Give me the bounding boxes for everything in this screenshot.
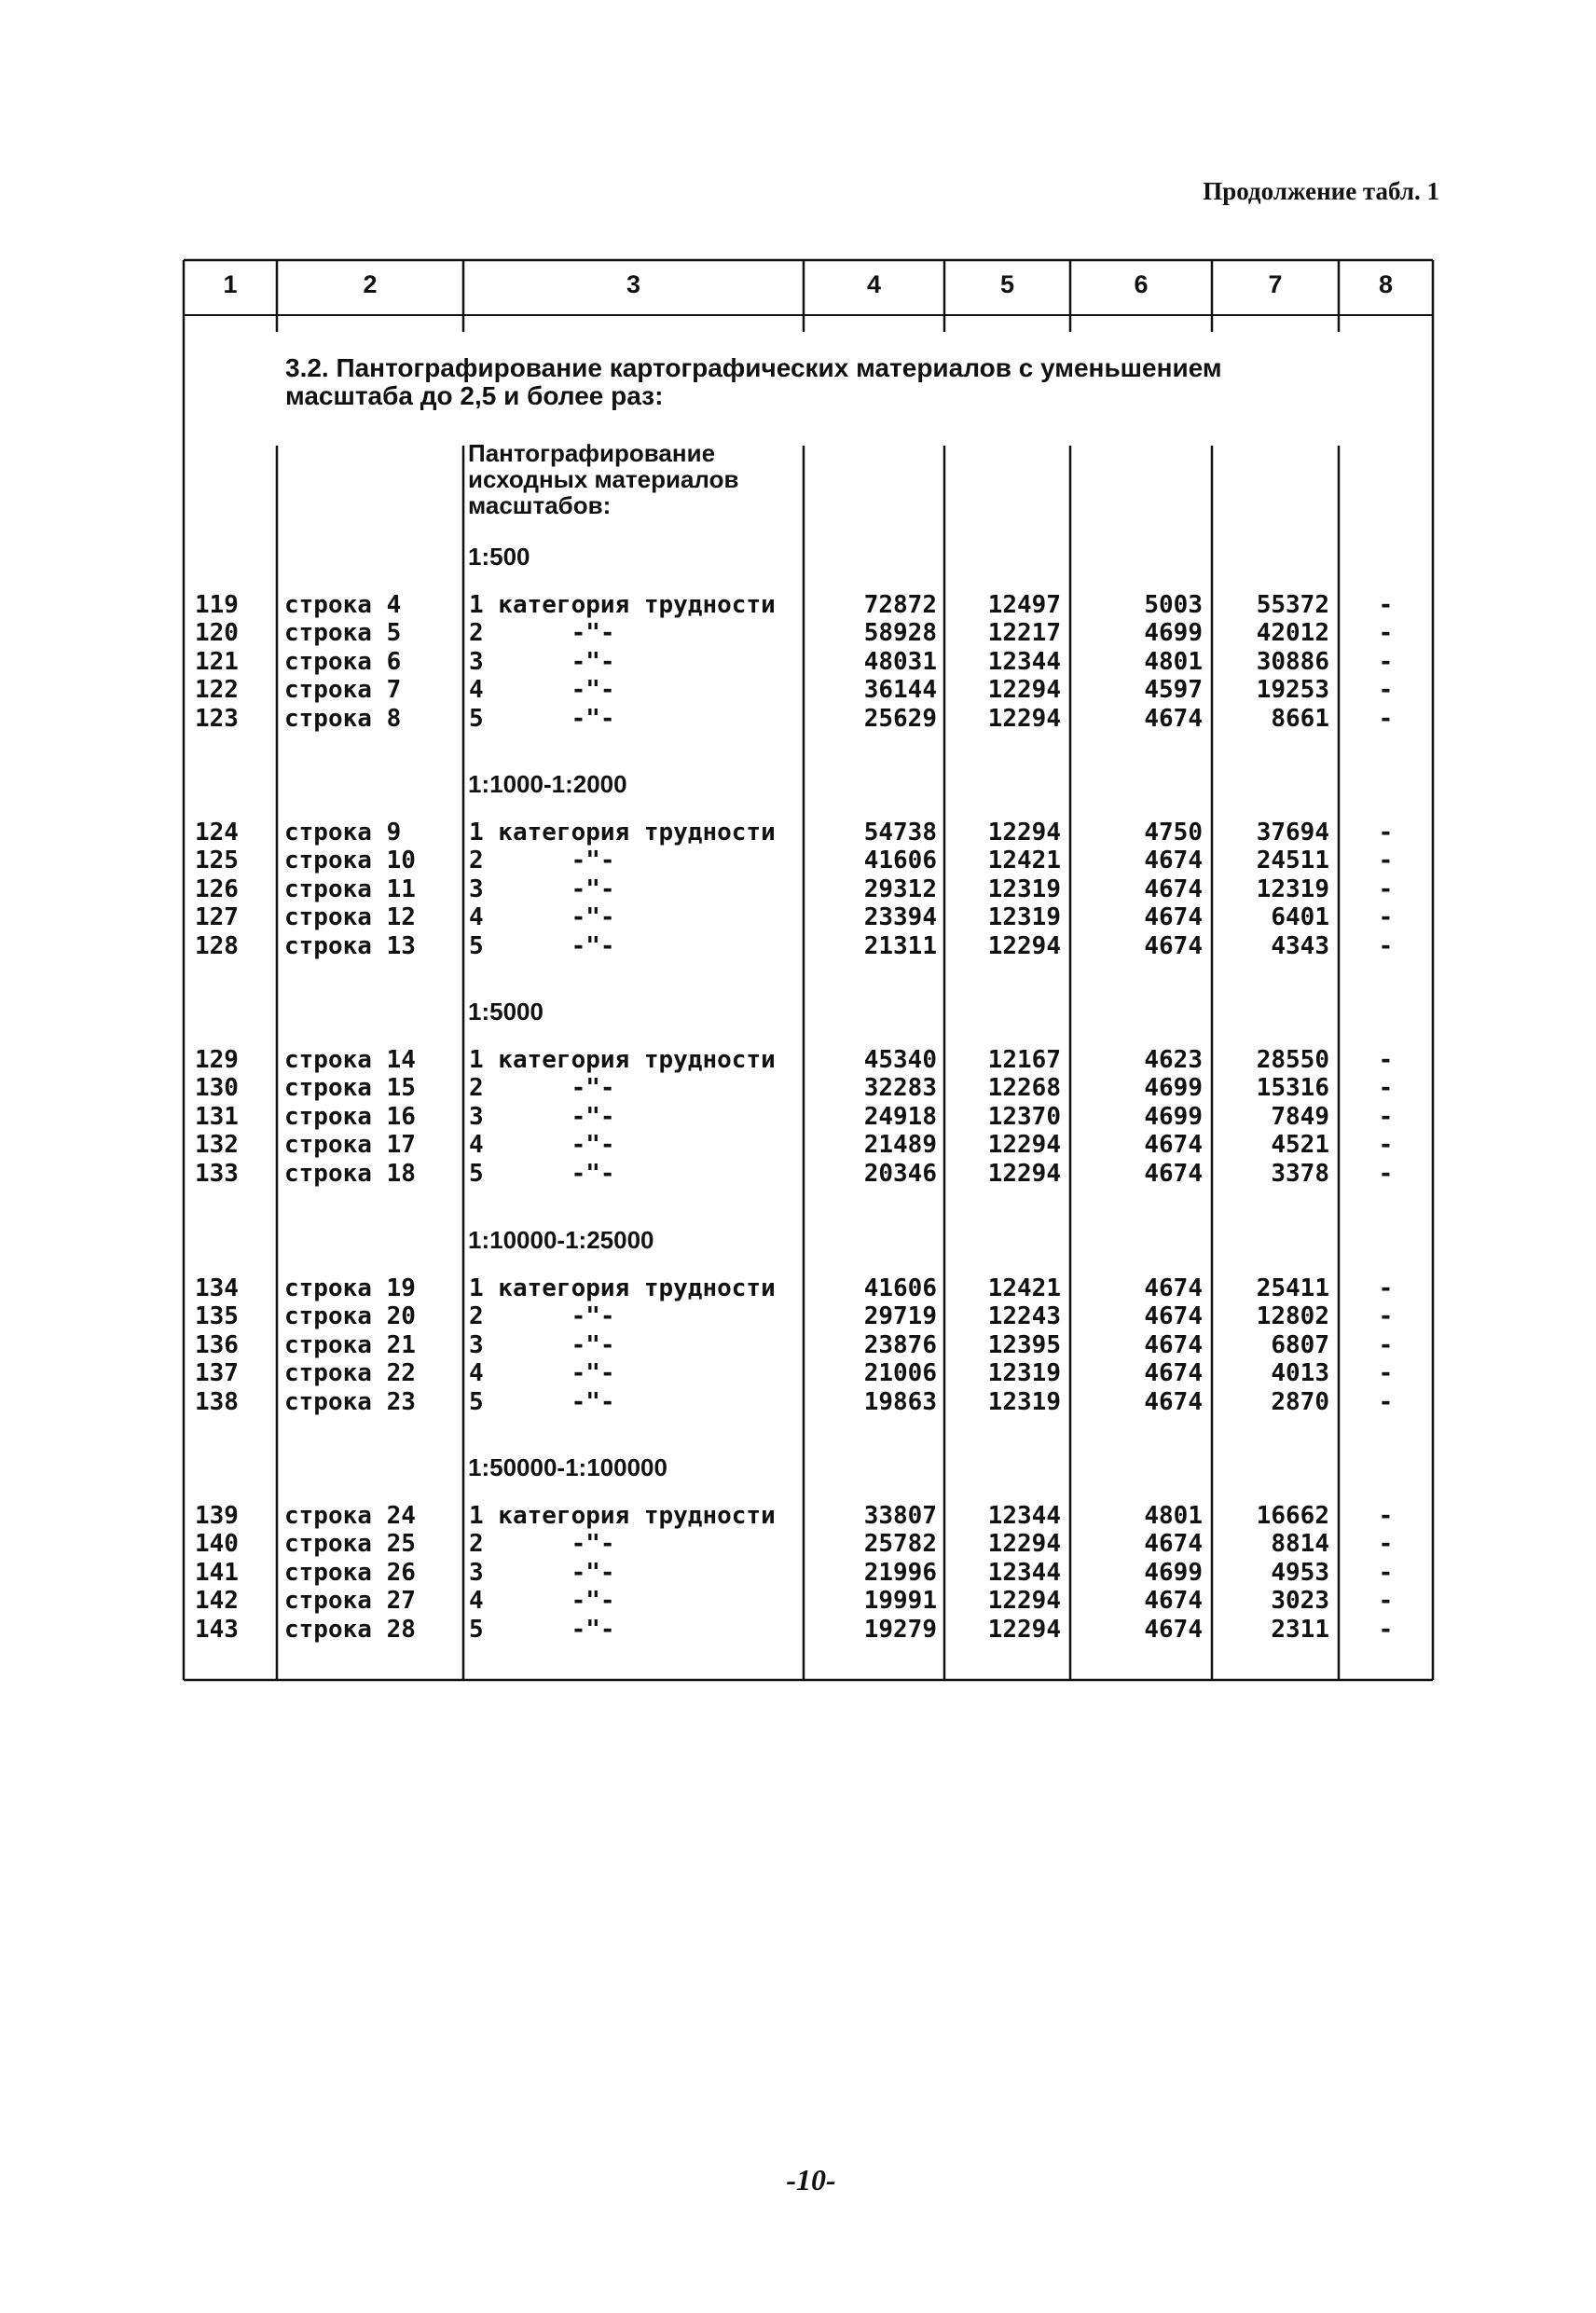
table-cell-cat: 5 -"- bbox=[469, 1387, 615, 1416]
table-cell-c4: 54738 bbox=[863, 819, 937, 847]
table-cell-n: 128 bbox=[195, 931, 239, 960]
table-cell-c5: 12243 bbox=[987, 1302, 1061, 1331]
table-cell-cat: 2 -"- bbox=[469, 619, 615, 648]
table-cell-c4: 58928 bbox=[863, 619, 937, 648]
table-cell-c6: 4699 bbox=[1144, 619, 1203, 648]
continuation-text: Продолжение табл. bbox=[1203, 177, 1421, 205]
table-cell-c4: 21489 bbox=[863, 1131, 937, 1160]
table-cell-c4: 25629 bbox=[863, 704, 937, 733]
table-cell-c4: 41606 bbox=[863, 1274, 937, 1302]
table-cell-c8: - bbox=[1378, 1102, 1394, 1131]
table-cell-c6: 4674 bbox=[1144, 1615, 1203, 1644]
section-intro: Пантографирование исходных материалов масштабов: bbox=[468, 439, 739, 519]
table-cell-c5: 12319 bbox=[987, 903, 1061, 932]
table-cell-ref: строка 6 bbox=[284, 647, 402, 676]
table-cell-c4: 23876 bbox=[863, 1330, 937, 1359]
table-cell-c7: 12319 bbox=[1256, 874, 1329, 903]
table-cell-c5: 12294 bbox=[987, 1615, 1061, 1644]
table-cell-c5: 12294 bbox=[987, 1159, 1061, 1188]
table-cell-c6: 4674 bbox=[1144, 1274, 1203, 1302]
scale-group-label: 1:50000-1:100000 bbox=[468, 1453, 667, 1481]
table-cell-c6: 4699 bbox=[1144, 1102, 1203, 1131]
table-cell-c7: 55372 bbox=[1256, 591, 1329, 619]
table-cell-ref: строка 19 bbox=[284, 1274, 416, 1302]
table-cell-c5: 12344 bbox=[987, 647, 1061, 676]
table-cell-cat: 1 категория трудности bbox=[469, 819, 776, 847]
table-cell-c5: 12395 bbox=[987, 1330, 1061, 1359]
table-cell-c8: - bbox=[1378, 1131, 1394, 1160]
table-cell-cat: 1 категория трудности bbox=[469, 1046, 776, 1074]
page-number: -10- bbox=[786, 2163, 836, 2196]
table-cell-c8: - bbox=[1378, 931, 1394, 960]
table-cell-n: 119 bbox=[195, 591, 239, 619]
table-cell-c5: 12370 bbox=[987, 1102, 1061, 1131]
table-cell-c5: 12421 bbox=[987, 1274, 1061, 1302]
table-cell-c8: - bbox=[1378, 1274, 1394, 1302]
table-number: 1 bbox=[1426, 177, 1439, 205]
table-cell-c8: - bbox=[1378, 647, 1394, 676]
table-cell-n: 121 bbox=[195, 647, 239, 676]
table-cell-c7: 4013 bbox=[1271, 1359, 1329, 1388]
table-cell-ref: строка 27 bbox=[284, 1587, 416, 1616]
table-cell-c5: 12268 bbox=[987, 1074, 1061, 1103]
table-cell-c5: 12294 bbox=[987, 1530, 1061, 1559]
table-cell-n: 124 bbox=[195, 819, 239, 847]
table-cell-c5: 12167 bbox=[987, 1046, 1061, 1074]
column-header-7: 7 bbox=[1268, 270, 1283, 298]
table-cell-c8: - bbox=[1378, 1558, 1394, 1587]
table-cell-cat: 5 -"- bbox=[469, 1615, 615, 1644]
column-header-5: 5 bbox=[999, 270, 1015, 298]
table-cell-c4: 21311 bbox=[863, 931, 937, 960]
table-cell-cat: 1 категория трудности bbox=[469, 1502, 776, 1530]
table-cell-c4: 20346 bbox=[863, 1159, 937, 1188]
table-cell-n: 125 bbox=[195, 847, 239, 875]
table-cell-c4: 72872 bbox=[863, 591, 937, 619]
table-cell-c6: 4674 bbox=[1144, 704, 1203, 733]
column-header-8: 8 bbox=[1378, 270, 1394, 298]
table-cell-n: 143 bbox=[195, 1615, 239, 1644]
table-cell-c4: 19863 bbox=[863, 1387, 937, 1416]
table-cell-c7: 25411 bbox=[1256, 1274, 1329, 1302]
table-cell-n: 127 bbox=[195, 903, 239, 932]
table-cell-cat: 2 -"- bbox=[469, 1530, 615, 1559]
scale-group-label: 1:10000-1:25000 bbox=[468, 1226, 654, 1254]
table-cell-c5: 12497 bbox=[987, 591, 1061, 619]
table-cell-cat: 2 -"- bbox=[469, 847, 615, 875]
table-cell-c5: 12217 bbox=[987, 619, 1061, 648]
table-cell-c4: 19991 bbox=[863, 1587, 937, 1616]
table-cell-c7: 16662 bbox=[1256, 1502, 1329, 1530]
table-cell-c6: 4623 bbox=[1144, 1046, 1203, 1074]
table-cell-c4: 33807 bbox=[863, 1502, 937, 1530]
section-title: 3.2. Пантографирование картографических материалов с уменьшением масштаба до 2,5 и более раз: bbox=[285, 353, 1222, 410]
table-cell-c5: 12344 bbox=[987, 1502, 1061, 1530]
table-cell-c6: 4750 bbox=[1144, 819, 1203, 847]
table-cell-c7: 3378 bbox=[1271, 1159, 1329, 1188]
table-cell-c7: 4343 bbox=[1271, 931, 1329, 960]
table-cell-n: 126 bbox=[195, 874, 239, 903]
table-cell-ref: строка 8 bbox=[284, 704, 402, 733]
table-cell-ref: строка 18 bbox=[284, 1159, 416, 1188]
table-cell-cat: 2 -"- bbox=[469, 1302, 615, 1331]
table-cell-c6: 4674 bbox=[1144, 1587, 1203, 1616]
table-cell-n: 141 bbox=[195, 1558, 239, 1587]
table-cell-c8: - bbox=[1378, 1502, 1394, 1530]
table-cell-c6: 4674 bbox=[1144, 1159, 1203, 1188]
table-cell-ref: строка 26 bbox=[284, 1558, 416, 1587]
column-header-6: 6 bbox=[1134, 270, 1149, 298]
table-cell-ref: строка 10 bbox=[284, 847, 416, 875]
table-cell-c8: - bbox=[1378, 903, 1394, 932]
table-cell-c7: 24511 bbox=[1256, 847, 1329, 875]
table-cell-c5: 12344 bbox=[987, 1558, 1061, 1587]
table-cell-c7: 30886 bbox=[1256, 647, 1329, 676]
table-cell-n: 133 bbox=[195, 1159, 239, 1188]
table-cell-ref: строка 25 bbox=[284, 1530, 416, 1559]
table-cell-c8: - bbox=[1378, 1359, 1394, 1388]
table-cell-cat: 4 -"- bbox=[469, 1587, 615, 1616]
table-cell-n: 142 bbox=[195, 1587, 239, 1616]
scale-group-label: 1:5000 bbox=[468, 998, 543, 1026]
table-cell-c4: 21006 bbox=[863, 1359, 937, 1388]
table-cell-cat: 4 -"- bbox=[469, 1359, 615, 1388]
table-cell-ref: строка 7 bbox=[284, 676, 402, 705]
table-cell-cat: 3 -"- bbox=[469, 874, 615, 903]
table-cell-c7: 19253 bbox=[1256, 676, 1329, 705]
table-cell-c5: 12421 bbox=[987, 847, 1061, 875]
table-cell-n: 138 bbox=[195, 1387, 239, 1416]
table-cell-ref: строка 11 bbox=[284, 874, 416, 903]
column-header-2: 2 bbox=[363, 270, 378, 298]
table-cell-c7: 6401 bbox=[1271, 903, 1329, 932]
table-cell-cat: 3 -"- bbox=[469, 1330, 615, 1359]
table-cell-c6: 4699 bbox=[1144, 1074, 1203, 1103]
table-cell-ref: строка 15 bbox=[284, 1074, 416, 1103]
table-cell-c8: - bbox=[1378, 819, 1394, 847]
table-cell-c6: 4674 bbox=[1144, 1131, 1203, 1160]
table-cell-c4: 29719 bbox=[863, 1302, 937, 1331]
table-cell-n: 130 bbox=[195, 1074, 239, 1103]
table-cell-ref: строка 23 bbox=[284, 1387, 416, 1416]
column-header-4: 4 bbox=[866, 270, 882, 298]
table-cell-c6: 4674 bbox=[1144, 1359, 1203, 1388]
table-cell-c4: 21996 bbox=[863, 1558, 937, 1587]
table-cell-cat: 3 -"- bbox=[469, 1558, 615, 1587]
table-cell-n: 135 bbox=[195, 1302, 239, 1331]
table-cell-c8: - bbox=[1378, 591, 1394, 619]
table-cell-c8: - bbox=[1378, 619, 1394, 648]
table-cell-c5: 12294 bbox=[987, 676, 1061, 705]
table-cell-n: 132 bbox=[195, 1131, 239, 1160]
table-cell-c7: 37694 bbox=[1256, 819, 1329, 847]
table-cell-ref: строка 20 bbox=[284, 1302, 416, 1331]
table-cell-c6: 4674 bbox=[1144, 1302, 1203, 1331]
table-cell-c8: - bbox=[1378, 874, 1394, 903]
table-cell-c4: 23394 bbox=[863, 903, 937, 932]
table-cell-c7: 12802 bbox=[1256, 1302, 1329, 1331]
table-cell-c7: 8814 bbox=[1271, 1530, 1329, 1559]
table-cell-c5: 12294 bbox=[987, 704, 1061, 733]
table-cell-c4: 24918 bbox=[863, 1102, 937, 1131]
table-cell-c8: - bbox=[1378, 1330, 1394, 1359]
table-cell-c4: 48031 bbox=[863, 647, 937, 676]
column-header-1: 1 bbox=[223, 270, 238, 298]
table-cell-c6: 4674 bbox=[1144, 874, 1203, 903]
table-cell-c7: 7849 bbox=[1271, 1102, 1329, 1131]
table-cell-c5: 12294 bbox=[987, 1131, 1061, 1160]
table-cell-c8: - bbox=[1378, 1587, 1394, 1616]
table-cell-n: 122 bbox=[195, 676, 239, 705]
scale-group-label: 1:1000-1:2000 bbox=[468, 770, 627, 798]
table-cell-ref: строка 24 bbox=[284, 1502, 416, 1530]
table-cell-c4: 41606 bbox=[863, 847, 937, 875]
table-cell-c8: - bbox=[1378, 1074, 1394, 1103]
table-cell-cat: 5 -"- bbox=[469, 931, 615, 960]
table-cell-cat: 5 -"- bbox=[469, 704, 615, 733]
table-cell-c4: 29312 bbox=[863, 874, 937, 903]
table-cell-c8: - bbox=[1378, 1159, 1394, 1188]
table-cell-c5: 12294 bbox=[987, 931, 1061, 960]
table-cell-c5: 12319 bbox=[987, 1387, 1061, 1416]
table-cell-ref: строка 28 bbox=[284, 1615, 416, 1644]
table-cell-n: 137 bbox=[195, 1359, 239, 1388]
table-cell-c7: 2311 bbox=[1271, 1615, 1329, 1644]
table-cell-cat: 1 категория трудности bbox=[469, 1274, 776, 1302]
table-cell-c4: 32283 bbox=[863, 1074, 937, 1103]
table-cell-ref: строка 22 bbox=[284, 1359, 416, 1388]
table-cell-cat: 1 категория трудности bbox=[469, 591, 776, 619]
table-cell-ref: строка 21 bbox=[284, 1330, 416, 1359]
table-cell-c8: - bbox=[1378, 1615, 1394, 1644]
table-cell-c4: 19279 bbox=[863, 1615, 937, 1644]
table-cell-n: 139 bbox=[195, 1502, 239, 1530]
column-header-3: 3 bbox=[626, 270, 641, 298]
table-cell-c7: 3023 bbox=[1271, 1587, 1329, 1616]
table-cell-c4: 25782 bbox=[863, 1530, 937, 1559]
table-cell-c5: 12294 bbox=[987, 1587, 1061, 1616]
table-cell-c7: 6807 bbox=[1271, 1330, 1329, 1359]
table-cell-cat: 4 -"- bbox=[469, 676, 615, 705]
table-cell-ref: строка 17 bbox=[284, 1131, 416, 1160]
table-cell-n: 140 bbox=[195, 1530, 239, 1559]
table-cell-c5: 12319 bbox=[987, 1359, 1061, 1388]
table-cell-n: 129 bbox=[195, 1046, 239, 1074]
table-cell-c6: 4801 bbox=[1144, 647, 1203, 676]
table-cell-c6: 4674 bbox=[1144, 847, 1203, 875]
table-cell-c7: 8661 bbox=[1271, 704, 1329, 733]
table-cell-c4: 36144 bbox=[863, 676, 937, 705]
table-cell-c7: 42012 bbox=[1256, 619, 1329, 648]
table-cell-c6: 4801 bbox=[1144, 1502, 1203, 1530]
table-cell-c6: 4699 bbox=[1144, 1558, 1203, 1587]
table-cell-c6: 4674 bbox=[1144, 1387, 1203, 1416]
table-cell-cat: 4 -"- bbox=[469, 903, 615, 932]
table-cell-ref: строка 5 bbox=[284, 619, 402, 648]
table-cell-c5: 12319 bbox=[987, 874, 1061, 903]
table-cell-cat: 4 -"- bbox=[469, 1131, 615, 1160]
table-cell-c7: 4953 bbox=[1271, 1558, 1329, 1587]
table-cell-c8: - bbox=[1378, 1302, 1394, 1331]
table-cell-c8: - bbox=[1378, 1387, 1394, 1416]
table-cell-c7: 4521 bbox=[1271, 1131, 1329, 1160]
table-cell-ref: строка 9 bbox=[284, 819, 402, 847]
table-cell-c8: - bbox=[1378, 676, 1394, 705]
scale-group-label: 1:500 bbox=[468, 543, 530, 571]
table-cell-c6: 4674 bbox=[1144, 1530, 1203, 1559]
table-cell-n: 120 bbox=[195, 619, 239, 648]
table-cell-c5: 12294 bbox=[987, 819, 1061, 847]
table-cell-n: 123 bbox=[195, 704, 239, 733]
table-cell-cat: 5 -"- bbox=[469, 1159, 615, 1188]
table-cell-cat: 2 -"- bbox=[469, 1074, 615, 1103]
table-cell-c6: 5003 bbox=[1144, 591, 1203, 619]
table-cell-c6: 4674 bbox=[1144, 903, 1203, 932]
table-cell-c7: 28550 bbox=[1256, 1046, 1329, 1074]
table-cell-c8: - bbox=[1378, 704, 1394, 733]
table-cell-c6: 4597 bbox=[1144, 676, 1203, 705]
table-cell-c7: 2870 bbox=[1271, 1387, 1329, 1416]
table-cell-n: 134 bbox=[195, 1274, 239, 1302]
table-cell-ref: строка 14 bbox=[284, 1046, 416, 1074]
table-cell-ref: строка 4 bbox=[284, 591, 402, 619]
table-cell-n: 136 bbox=[195, 1330, 239, 1359]
table-cell-n: 131 bbox=[195, 1102, 239, 1131]
table-cell-c7: 15316 bbox=[1256, 1074, 1329, 1103]
table-cell-ref: строка 12 bbox=[284, 903, 416, 932]
table-cell-c4: 45340 bbox=[863, 1046, 937, 1074]
table-cell-c8: - bbox=[1378, 847, 1394, 875]
table-cell-ref: строка 13 bbox=[284, 931, 416, 960]
table-cell-cat: 3 -"- bbox=[469, 1102, 615, 1131]
table-cell-c6: 4674 bbox=[1144, 1330, 1203, 1359]
table-cell-c8: - bbox=[1378, 1530, 1394, 1559]
table-cell-c6: 4674 bbox=[1144, 931, 1203, 960]
table-cell-cat: 3 -"- bbox=[469, 647, 615, 676]
table-cell-ref: строка 16 bbox=[284, 1102, 416, 1131]
table-cell-c8: - bbox=[1378, 1046, 1394, 1074]
